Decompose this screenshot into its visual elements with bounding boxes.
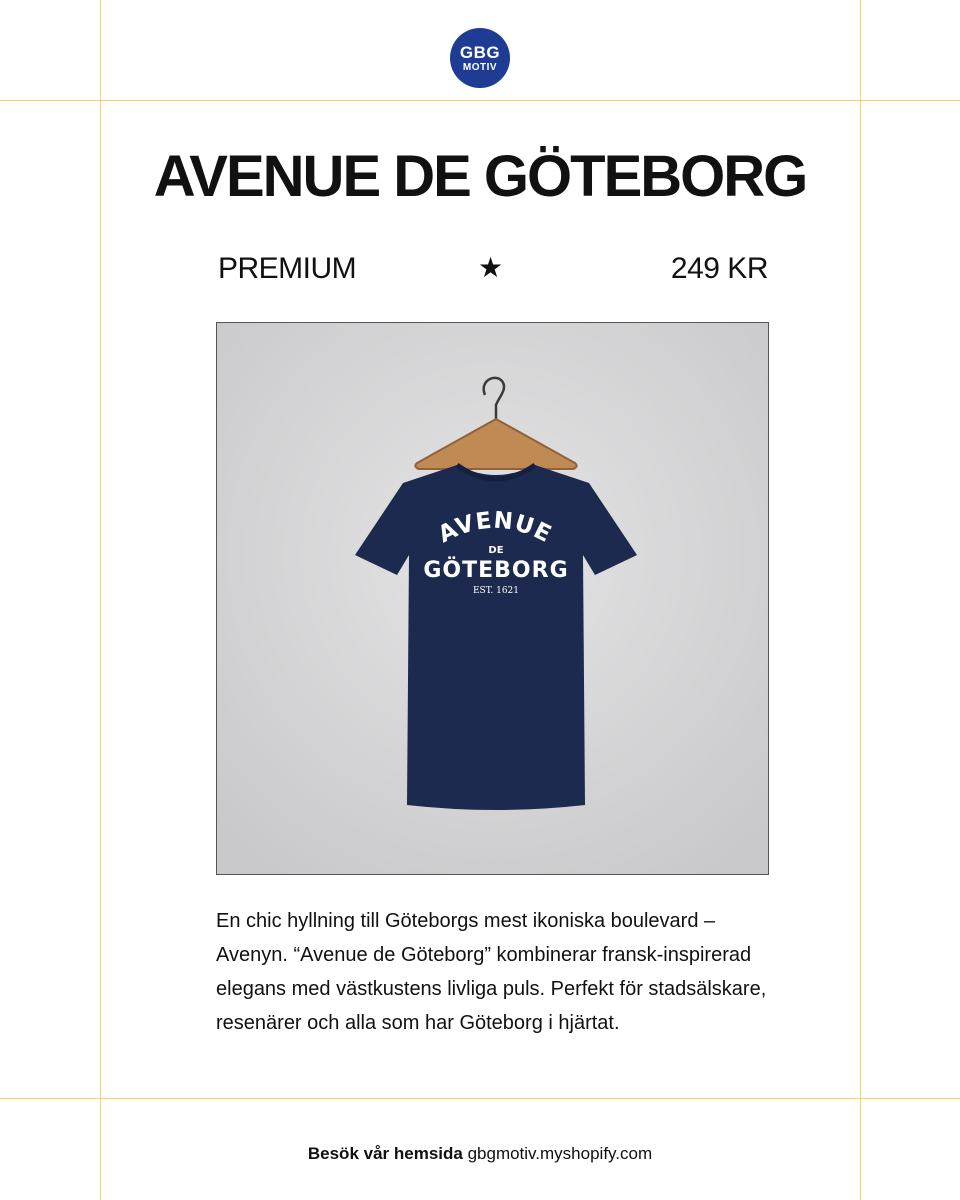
product-image[interactable] bbox=[216, 322, 769, 875]
product-title: AVENUE DE GÖTEBORG bbox=[153, 144, 807, 209]
product-tier: PREMIUM bbox=[218, 252, 357, 285]
product-description: En chic hyllning till Göteborgs mest ikoniska boulevard – Avenyn. “Avenue de Göteborg” kombinerar fransk-inspirerad elegans med västkustens livliga puls. Perfekt för stadsälskare, resenärer och alla som har Göteborg i hjärtat. bbox=[216, 910, 767, 1034]
brand-logo-text-bottom: MOTIV bbox=[462, 61, 498, 73]
print-arc-text: AVENUE bbox=[434, 507, 556, 549]
star-icon: ★ bbox=[478, 252, 503, 283]
print-main-text: GÖTEBORG bbox=[423, 558, 569, 583]
guide-line-top bbox=[0, 100, 960, 101]
product-price: 249 KR bbox=[670, 252, 768, 285]
tshirt-illustration bbox=[217, 323, 768, 874]
footer bbox=[0, 1144, 960, 1164]
print-est-text: EST. 1621 bbox=[472, 586, 520, 596]
website-link[interactable]: gbgmotiv.myshopify.com bbox=[467, 1144, 653, 1163]
guide-line-bottom bbox=[0, 1098, 960, 1099]
print-small-text: DE bbox=[488, 545, 504, 556]
brand-logo[interactable] bbox=[450, 28, 510, 88]
footer-label: Besök vår hemsida bbox=[307, 1144, 463, 1163]
brand-logo-text-top: GBG bbox=[459, 42, 501, 62]
